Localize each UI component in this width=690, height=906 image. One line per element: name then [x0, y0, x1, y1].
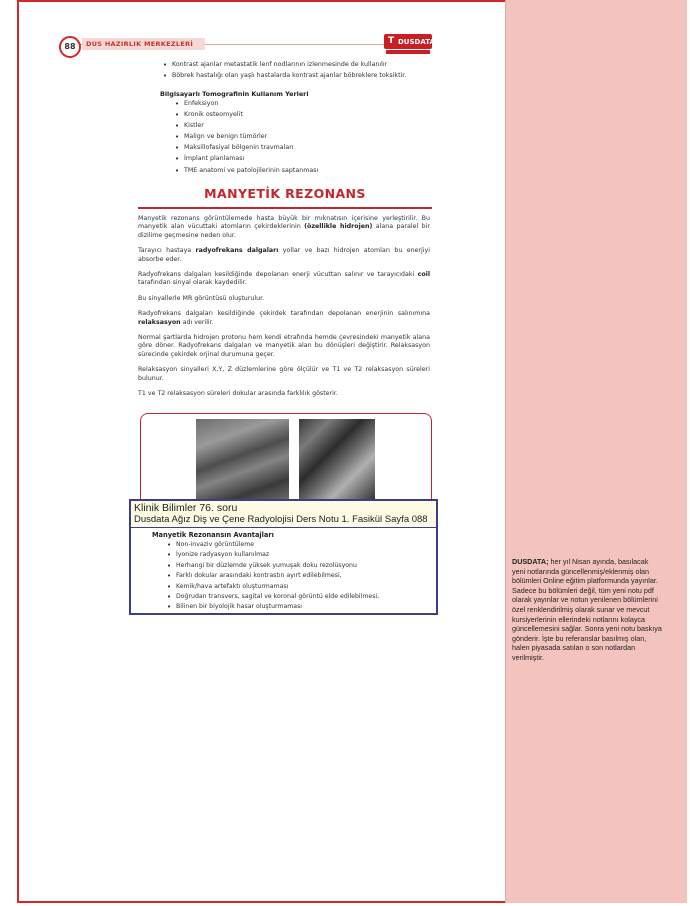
tomography-heading: Bilgisayarlı Tomografinin Kullanım Yerleri: [160, 90, 309, 98]
list-item: • Doğrudan transvers, sagital ve koronal görüntü elde edilebilmesi,: [164, 593, 426, 601]
paragraph: Radyofrekans dalgaları kesildiğinde çekirdek tarafından depolanan enerjinin salınımına relaksasyon adı verilir.: [138, 310, 430, 326]
list-item: • Maksillofasiyal bölgenin travmaları: [172, 144, 412, 152]
list-item: • Kronik osteomyelit: [172, 111, 412, 119]
paragraph: Radyofrekans dalgaları kesildiğinde depolanan enerji vücuttan salınır ve tarayıcıdaki coil tarafından sinyal olarak kaydedilir.: [138, 271, 430, 287]
list-item: • Böbrek hastalığı olan yaşlı hastalarda kontrast ajanlar böbreklere toksiktir.: [160, 72, 430, 80]
list-item: • Kistler: [172, 122, 412, 130]
tomography-list: [172, 100, 412, 178]
note-text: her yıl Nisan ayında, basılacak yeni notlarında güncellenmiş/eklenmiş olan bölümleri Online eğitim platformunda yayınlar. Sadece bu bölümleri değil, tüm yeni notu pdf olarak yayınlar ve notun yenilenen bölümlerini özel renklendirilmiş olarak sunar ve mevcut kursiyerlerinin ellerindeki notlarını kolayca güncellemesini sağlar. Sonra yeni notu baskıya gönderir. İşte bu referanslar basılmış olan, halen piyasada satılan o son notlardan verilmiştir.: [512, 557, 662, 662]
paragraph: Manyetik rezonans görüntülemede hasta büyük bir mıknatısın içerisine yerleştirilir. Bu manyetik alan vücuttaki atomların çekirdeklerinin (özellikle hidrojen) alana paralel bir dizilime geçmesine neden olur.: [138, 215, 430, 239]
logo-mark: T: [388, 36, 395, 46]
paragraph: Relaksasyon sinyalleri X,Y, Z düzlemlerine göre ölçülür ve T1 ve T2 relaksasyon süreleri bulunur.: [138, 366, 430, 382]
note-label: DUSDATA;: [512, 557, 549, 566]
list-item: • Enfeksiyon: [172, 100, 412, 108]
list-item: • TME anatomi ve patolojilerinin saptanması: [172, 167, 412, 175]
paragraph: T1 ve T2 relaksasyon süreleri dokular arasında farklılık gösterir.: [138, 390, 338, 398]
mr-paragraphs: [138, 215, 430, 406]
mr-image-right: [299, 419, 375, 502]
paragraph: Normal şartlarda hidrojen protonu hem kendi etrafında hemde çevresindeki manyetik alana göre döner. Radyofrekans dalgaları ve manyetik alan bu dönüşleri değiştirir. Relaksasyon sürecinde çekirdek orjinal durumuna geçer.: [138, 334, 430, 358]
list-item: • Bilinen bir biyolojik hasar oluşturmaması: [164, 603, 426, 611]
paragraph: Tarayıcı hastaya radyofrekans dalgaları yollar ve bazı hidrojen atomları bu enerjiyi absorbe eder.: [138, 247, 430, 263]
list-item: • İyonize radyasyon kullanılmaz: [164, 551, 426, 559]
advantages-heading: Manyetik Rezonansın Avantajları: [152, 531, 274, 539]
reference-header: [131, 501, 436, 528]
mr-image-left: [196, 419, 289, 502]
list-item: • Non-invaziv görüntüleme: [164, 541, 426, 549]
list-item: • Kontrast ajanlar metastatik lenf nodlarının izlenmesinde de kullanılır: [160, 61, 430, 69]
page-number: 88: [59, 36, 81, 58]
reference-source: Dusdata Ağız Diş ve Çene Radyolojisi Ders Notu 1. Fasikül Sayfa 088: [134, 514, 428, 525]
reference-box: [129, 499, 438, 615]
section-title: MANYETİK REZONANS: [204, 186, 366, 201]
list-item: • İmplant planlaması: [172, 155, 412, 163]
list-item: • Malign ve benign tümörler: [172, 133, 412, 141]
contrast-bullets: [160, 61, 430, 84]
side-panel-fill: [505, 0, 687, 903]
reference-question: Klinik Bilimler 76. soru: [134, 502, 238, 514]
advantages-list: [164, 541, 426, 614]
list-item: • Herhangi bir düzlemde yüksek yumuşak doku rezolüsyonu: [164, 562, 426, 570]
logo-text: DUSDATA: [398, 38, 435, 46]
header-title: DUS HAZIRLIK MERKEZLERİ: [82, 38, 205, 50]
paragraph: Bu sinyallerle MR görüntüsü oluşturulur.: [138, 294, 265, 302]
sidebar-note: [512, 557, 662, 663]
list-item: • Farklı dokular arasındaki kontrastın ayırt edilebilmesi,: [164, 572, 426, 580]
list-item: • Kemik/hava artefaktı oluşturmaması: [164, 583, 426, 591]
dusdata-logo: [384, 34, 435, 56]
section-rule: [138, 207, 432, 209]
